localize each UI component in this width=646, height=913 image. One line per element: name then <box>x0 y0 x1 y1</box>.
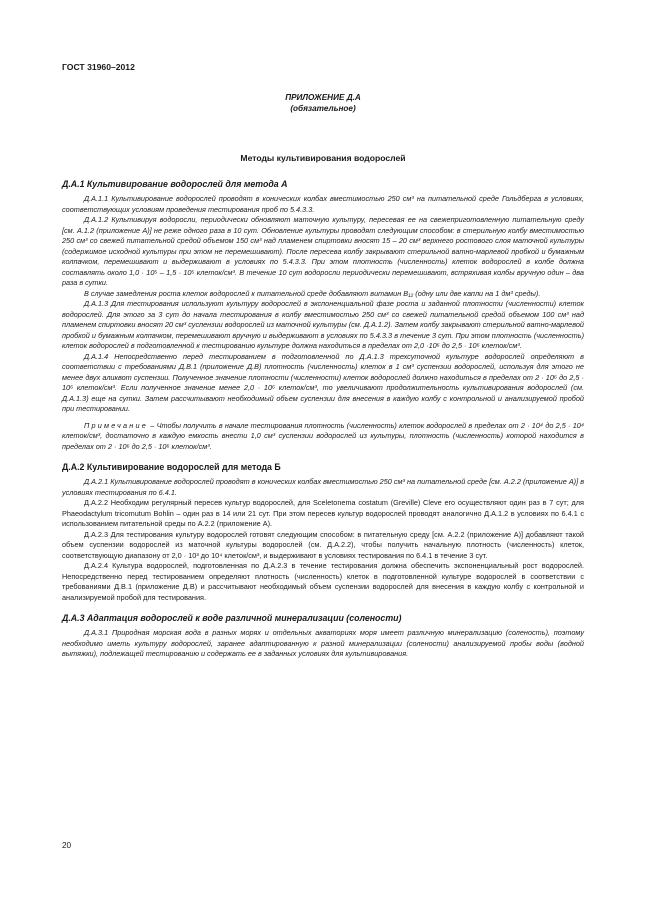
paragraph-da-1-1: Д.А.1.1 Культивирование водорослей проводят в конических колбах вместимостью 250 см³ на питательной среде Гольдберга в условиях, соответствующих условиям проведения тестирования проб по 5.4.3.3. <box>62 194 584 214</box>
main-title: Методы культивирования водорослей <box>240 153 406 163</box>
paragraph-vitamin: В случае замедления роста клеток водорослей к питательной среде добавляют витамин B₁₂ (одну или две капли на 1 дм³ среды). <box>84 288 541 298</box>
standard-number: ГОСТ 31960–2012 <box>62 62 135 72</box>
paragraph-da-2-4: Д.А.2.4 Культура водорослей, подготовленная по Д.А.2.3 в течение тестирования должна обеспечить экспоненциальный рост водорослей. Непосредственно перед тестированием определяют плотность (численность) клеток в подготовленной культуре водорослей в соответствии с требованиями Д.В.1 (приложение Д.В) и рассчитывают необходимый объем суспензии водорослей для внесения в каждую колбу с контрольной и анализируемой пробой для тестирования. <box>62 561 584 602</box>
document-body <box>62 178 584 660</box>
spacer <box>62 603 584 612</box>
paragraph-da-2-1: Д.А.2.1 Культивирование водорослей проводят в конических колбах вместимостью 250 см³ на питательной среде [см. А.2.2 (приложение А)] в условиях тестирования по 6.4.1. <box>62 477 584 497</box>
appendix-title: ПРИЛОЖЕНИЕ Д.А <box>285 93 361 102</box>
appendix-status: (обязательное) <box>290 104 356 113</box>
paragraph-da-2-2: Д.А.2.2 Необходим регулярный пересев культур водорослей, для Sceletonema costatum (Greville) Cleve его осуществляют один раз в 7 сут; для Phaeodactylum tricomutum Bohlin – один раз в 14 или 21 сут. При этом пересев культур водорослей проводят аналогично Д.А.1.2 в условиях по 6.4.1 с использованием питательной среды по А.2.2 (приложение А). <box>62 498 584 528</box>
paragraph-da-3-1: Д.А.3.1 Природная морская вода в разных морях и отдельных акваториях моря имеет различную минерализацию (соленость), поэтому необходимо иметь культуру водорослей, заранее адаптированную к разной минерализации (солености) анализируемой пробы воды (водной вытяжки), подлежащей тестированию и содержать ее в заданных условиях для культивирования. <box>62 628 584 658</box>
paragraph-da-2-3: Д.А.2.3 Для тестирования культуру водорослей готовят следующим способом: в питательную среду [см. А.2.2 (приложение А)] добавляют такой объем суспензии водорослей из маточной культуры водорослей (см. Д.А.2.2), чтобы получить начальную плотность (численность) клеток, соответствующую диапазону от 2,0 · 10³ до 10⁴ клеток/см³, и выдерживают в условиях тестирования по 6.4.1 в течение 3 сут. <box>62 529 584 560</box>
section-heading-1: Д.А.1 Культивирование водорослей для метода А <box>62 179 288 189</box>
paragraph-da-1-4: Д.А.1.4 Непосредственно перед тестированием в подготовленной по Д.А.1.3 трехсуточной культуре водорослей определяют в соответствии с требованиями Д.В.1 (приложение Д.В) плотность (численность) клеток в 1 см³ суспензии водорослей, используя для этого не менее двух аликвот суспензии. Полученное значение плотности (численности) клеток водорослей должно находиться в пределах от 2 · 10⁶ до 2,5 · 10⁶ клеток/см³. Если полученное значение менее 2,0 · 10⁶ клеток/см³, то увеличивают продолжительность культивирования водорослей (см. Д.А.1.3) еще на сутки. Затем рассчитывают необходимый объем суспензии для внесения в каждую колбу с контрольной и анализируемой пробой при тестировании. <box>62 351 584 413</box>
spacer <box>62 452 584 461</box>
note <box>62 421 584 453</box>
section-heading-3: Д.А.3 Адаптация водорослей к воде различной минерализации (солености) <box>62 613 402 623</box>
note-label: Примечание <box>84 420 149 430</box>
note-text: – Чтобы получить в начале тестирования плотность (численность) клеток водорослей в пределах от 2 · 10⁴ до 2,5 · 10⁴ клеток/см³, достаточно в каждую емкость внести 1,0 см³ суспензии водорослей из культуры, плотность (численность) которой находится в пределах от 2 · 10⁶ до 2,5 · 10⁶ клеток/см³. <box>62 420 584 451</box>
paragraph-da-1-2: Д.А.1.2 Культивируя водоросли, периодически обновляют маточную культуру, пересевая ее на свежеприготовленную питательную среду [см. А.1.2 (приложение А)] не реже одного раза в 10 сут. Обновление культуры проводят следующим способом: в стерильную колбу вместимостью 250 см³ со свежей питательной средой объемом 150 см³ над пламенем спиртовки вносят 15 – 20 см³ верхнего ростового слоя маточной культуры (содержимое исходной культуры при этом не перемешивают). После пересева колбу закрывают стерильной ватно-марлевой пробкой и бумажным колпачком, перемешивают и выдерживают в условиях по 5.4.3.3. При этом плотность (численность) клеток водорослей в колбе должна составлять около 1,0 · 10⁵ – 1,5 · 10⁵ клеток/см³. В течение 10 сут водоросли периодически перемешивают, встряхивая колбы вручную один – два раза в сутки. <box>62 215 584 287</box>
page-number: 20 <box>62 841 72 850</box>
section-heading-2: Д.А.2 Культивирование водорослей для метода Б <box>62 462 281 472</box>
paragraph-da-1-3: Д.А.1.3 Для тестирования используют культуру водорослей в экспоненциальной фазе роста и заданной плотности (численности) клеток водорослей. Для этого за 3 сут до начала тестирования в колбу вместимостью 250 см³ со свежей питательной средой объемом 100 см³ над пламенем спиртовки вносят 20 см³ суспензии водорослей из маточной культуры (см. Д.А.1.2). Затем колбу закрывают стерильной ватно-марлевой пробкой и бумажным колпачком, перемешивают вручную и выдерживают в условиях по 5.4.3.3 в течение 3 сут. При этом плотность (численность) клеток водорослей в подготовленной к тестированию культуре должна находиться в пределах от 2,0 ·10⁶ до 2,5 · 10⁶ клеток/см³. <box>62 299 584 350</box>
appendix-header <box>62 92 584 114</box>
